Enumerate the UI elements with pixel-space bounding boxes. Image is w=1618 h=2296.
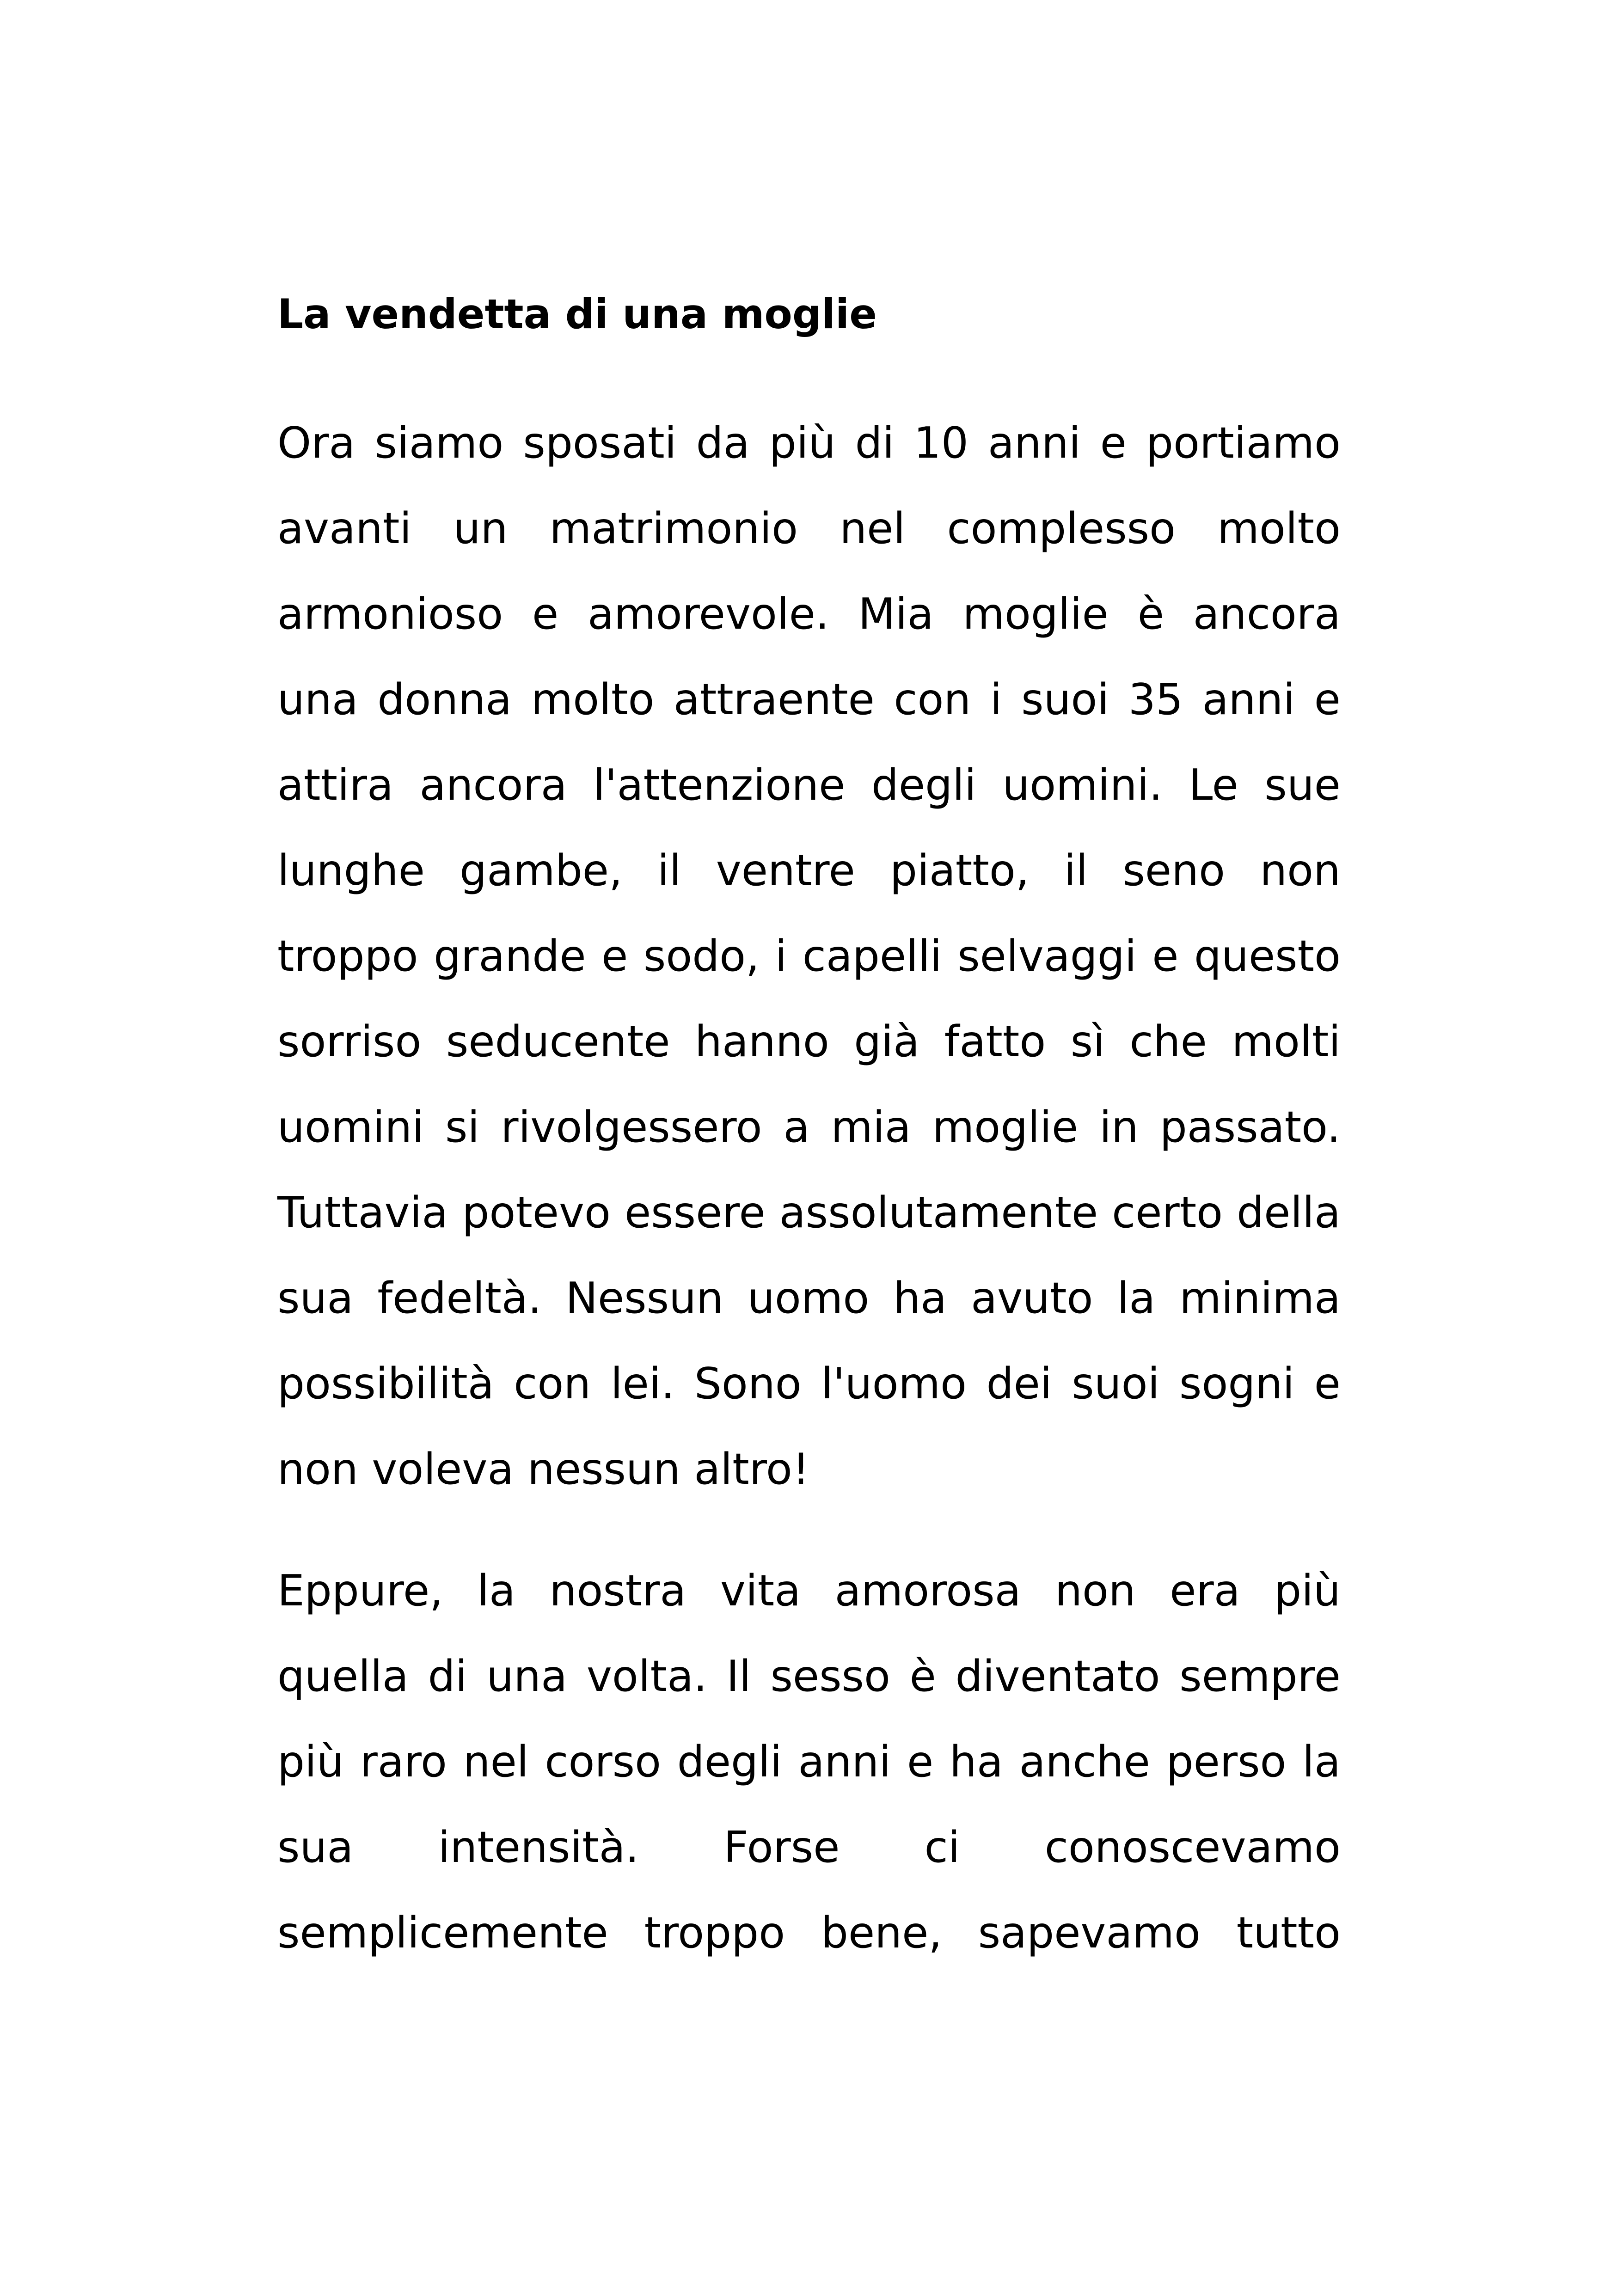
paragraph-1: Ora siamo sposati da più di 10 anni e portiamo avanti un matrimonio nel complesso molto armonioso e amorevole. Mia moglie è ancora una donna molto attraente con i suoi 35 anni e attira ancora l'attenzione degli uomini. Le sue lunghe gambe, il ventre piatto, il seno non troppo grande e sodo, i capelli selvaggi e questo sorriso seducente hanno già fatto sì che molti uomini si rivolgessero a mia moglie in passato. Tuttavia potevo essere assolutamente certo della sua fedeltà. Nessun uomo ha avuto la minima possibilità con lei. Sono l'uomo dei suoi sogni e non voleva nessun altro! [277, 418, 1341, 1494]
paragraph-2: Eppure, la nostra vita amorosa non era più quella di una volta. Il sesso è diventato sempre più raro nel corso degli anni e ha anche perso la sua intensità. Forse ci conoscevamo semplicemente troppo bene, sapevamo tutto [277, 1566, 1341, 1958]
document-title: La vendetta di una moglie [277, 290, 877, 338]
